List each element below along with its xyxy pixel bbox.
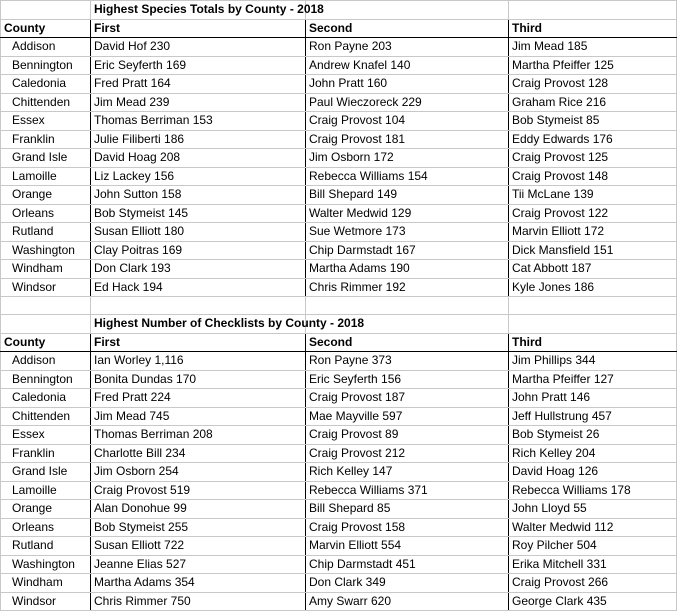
entry-cell[interactable]: Martha Pfeiffer 125 [509, 56, 677, 75]
entry-cell[interactable]: Sue Wetmore 173 [306, 223, 509, 242]
table-title-row [1, 1, 677, 20]
table-row [1, 463, 677, 482]
entry-cell[interactable]: Craig Provost 266 [509, 574, 677, 593]
entry-cell[interactable]: Rich Kelley 204 [509, 444, 677, 463]
entry-cell[interactable]: Chip Darmstadt 167 [306, 241, 509, 260]
entry-cell[interactable]: Bob Stymeist 85 [509, 112, 677, 131]
entry-cell[interactable]: Martha Adams 354 [91, 574, 306, 593]
empty-cell[interactable] [1, 1, 91, 20]
entry-cell[interactable]: Ron Payne 373 [306, 352, 509, 371]
table-row [1, 555, 677, 574]
entry-cell[interactable]: Thomas Berriman 208 [91, 426, 306, 445]
empty-cell[interactable] [306, 1, 509, 20]
entry-cell[interactable]: Clay Poitras 169 [91, 241, 306, 260]
entry-cell[interactable]: Rebecca Williams 371 [306, 481, 509, 500]
entry-cell[interactable]: Martha Adams 190 [306, 260, 509, 279]
entry-cell[interactable]: Alan Donohue 99 [91, 500, 306, 519]
table-row [1, 518, 677, 537]
table-row [1, 407, 677, 426]
county-cell[interactable]: Addison [1, 352, 91, 371]
county-cell[interactable]: Windham [1, 260, 91, 279]
column-header-third[interactable]: Third [509, 19, 677, 38]
column-header-second[interactable]: Second [306, 333, 509, 352]
entry-cell[interactable]: Eddy Edwards 176 [509, 130, 677, 149]
entry-cell[interactable]: Rebecca Williams 154 [306, 167, 509, 186]
county-cell[interactable]: Bennington [1, 56, 91, 75]
entry-cell[interactable]: Don Clark 193 [91, 260, 306, 279]
entry-cell[interactable]: Susan Elliott 722 [91, 537, 306, 556]
table-row [1, 278, 677, 297]
table-row [1, 130, 677, 149]
table-row [1, 241, 677, 260]
entry-cell[interactable]: Bill Shepard 85 [306, 500, 509, 519]
county-cell[interactable]: Rutland [1, 537, 91, 556]
entry-cell[interactable]: Don Clark 349 [306, 574, 509, 593]
entry-cell[interactable]: Eric Seyferth 169 [91, 56, 306, 75]
entry-cell[interactable]: Rebecca Williams 178 [509, 481, 677, 500]
entry-cell[interactable]: Rich Kelley 147 [306, 463, 509, 482]
county-cell[interactable]: Windsor [1, 278, 91, 297]
entry-cell[interactable]: Kyle Jones 186 [509, 278, 677, 297]
table-row [1, 260, 677, 279]
county-cell[interactable]: Lamoille [1, 481, 91, 500]
county-cell[interactable]: Grand Isle [1, 149, 91, 168]
entry-cell[interactable]: Tii McLane 139 [509, 186, 677, 205]
entry-cell[interactable]: Erika Mitchell 331 [509, 555, 677, 574]
table-row [1, 186, 677, 205]
entry-cell[interactable]: Walter Medwid 129 [306, 204, 509, 223]
county-cell[interactable]: Washington [1, 241, 91, 260]
table-row [1, 38, 677, 57]
county-cell[interactable]: Caledonia [1, 75, 91, 94]
empty-cell[interactable] [1, 315, 91, 334]
entry-cell[interactable]: Bob Stymeist 145 [91, 204, 306, 223]
county-cell[interactable]: Bennington [1, 370, 91, 389]
county-cell[interactable]: Orleans [1, 204, 91, 223]
table-row [1, 444, 677, 463]
county-cell[interactable]: Windsor [1, 592, 91, 611]
entry-cell[interactable]: Julie Filiberti 186 [91, 130, 306, 149]
county-cell[interactable]: Windham [1, 574, 91, 593]
entry-cell[interactable]: John Pratt 160 [306, 75, 509, 94]
entry-cell[interactable]: David Hoag 126 [509, 463, 677, 482]
table-row [1, 112, 677, 131]
county-cell[interactable]: Essex [1, 426, 91, 445]
table-row [1, 75, 677, 94]
entry-cell[interactable]: Marvin Elliott 172 [509, 223, 677, 242]
column-header-first[interactable]: First [91, 333, 306, 352]
header-row [1, 19, 677, 38]
county-cell[interactable]: Caledonia [1, 389, 91, 408]
entry-cell[interactable]: Craig Provost 148 [509, 167, 677, 186]
county-cell[interactable]: Lamoille [1, 167, 91, 186]
entry-cell[interactable]: Martha Pfeiffer 127 [509, 370, 677, 389]
entry-cell[interactable]: Bob Stymeist 255 [91, 518, 306, 537]
empty-cell[interactable] [509, 1, 677, 20]
entry-cell[interactable]: Graham Rice 216 [509, 93, 677, 112]
header-row [1, 333, 677, 352]
entry-cell[interactable]: Fred Pratt 224 [91, 389, 306, 408]
entry-cell[interactable]: David Hof 230 [91, 38, 306, 57]
entry-cell[interactable]: Ian Worley 1,116 [91, 352, 306, 371]
county-cell[interactable]: Grand Isle [1, 463, 91, 482]
entry-cell[interactable]: Jim Osborn 172 [306, 149, 509, 168]
table-row [1, 574, 677, 593]
table-row [1, 537, 677, 556]
entry-cell[interactable]: George Clark 435 [509, 592, 677, 611]
entry-cell[interactable]: Andrew Knafel 140 [306, 56, 509, 75]
entry-cell[interactable]: John Pratt 146 [509, 389, 677, 408]
entry-cell[interactable]: Mae Mayville 597 [306, 407, 509, 426]
table-title[interactable]: Highest Species Totals by County - 2018 [91, 1, 306, 20]
entry-cell[interactable]: Craig Provost 125 [509, 149, 677, 168]
entry-cell[interactable]: Jim Mead 745 [91, 407, 306, 426]
entry-cell[interactable]: Jim Phillips 344 [509, 352, 677, 371]
entry-cell[interactable]: Craig Provost 519 [91, 481, 306, 500]
table-row [1, 56, 677, 75]
table-title-row [1, 315, 677, 334]
empty-cell[interactable] [306, 297, 509, 315]
county-cell[interactable]: Washington [1, 555, 91, 574]
entry-cell[interactable]: Susan Elliott 180 [91, 223, 306, 242]
table-row [1, 167, 677, 186]
entry-cell[interactable]: Craig Provost 181 [306, 130, 509, 149]
county-cell[interactable]: Orange [1, 500, 91, 519]
county-cell[interactable]: Rutland [1, 223, 91, 242]
county-cell[interactable]: Orange [1, 186, 91, 205]
entry-cell[interactable]: Thomas Berriman 153 [91, 112, 306, 131]
entry-cell[interactable]: Craig Provost 128 [509, 75, 677, 94]
entry-cell[interactable]: Bill Shepard 149 [306, 186, 509, 205]
table-row [1, 481, 677, 500]
entry-cell[interactable]: Amy Swarr 620 [306, 592, 509, 611]
column-header-county[interactable]: County [1, 19, 91, 38]
entry-cell[interactable]: Jeanne Elias 527 [91, 555, 306, 574]
table-row [1, 389, 677, 408]
entry-cell[interactable]: Bonita Dundas 170 [91, 370, 306, 389]
empty-cell[interactable] [1, 297, 91, 315]
column-header-county[interactable]: County [1, 333, 91, 352]
entry-cell[interactable]: Jeff Hullstrung 457 [509, 407, 677, 426]
empty-cell[interactable] [91, 297, 306, 315]
entry-cell[interactable]: Fred Pratt 164 [91, 75, 306, 94]
entry-cell[interactable]: Paul Wieczoreck 229 [306, 93, 509, 112]
table-row [1, 500, 677, 519]
county-cell[interactable]: Addison [1, 38, 91, 57]
entry-cell[interactable]: Craig Provost 122 [509, 204, 677, 223]
table-row [1, 352, 677, 371]
entry-cell[interactable]: Chip Darmstadt 451 [306, 555, 509, 574]
table-row [1, 426, 677, 445]
entry-cell[interactable]: Charlotte Bill 234 [91, 444, 306, 463]
entry-cell[interactable]: Liz Lackey 156 [91, 167, 306, 186]
entry-cell[interactable]: Craig Provost 89 [306, 426, 509, 445]
table-row [1, 93, 677, 112]
entry-cell[interactable]: Jim Mead 239 [91, 93, 306, 112]
table-row [1, 223, 677, 242]
empty-cell[interactable] [509, 297, 677, 315]
entry-cell[interactable]: Jim Osborn 254 [91, 463, 306, 482]
entry-cell[interactable]: Roy Pilcher 504 [509, 537, 677, 556]
entry-cell[interactable]: John Lloyd 55 [509, 500, 677, 519]
county-cell[interactable]: Chittenden [1, 93, 91, 112]
county-cell[interactable]: Chittenden [1, 407, 91, 426]
entry-cell[interactable]: Craig Provost 104 [306, 112, 509, 131]
column-header-third[interactable]: Third [509, 333, 677, 352]
table-row [1, 370, 677, 389]
column-header-first[interactable]: First [91, 19, 306, 38]
entry-cell[interactable]: Bob Stymeist 26 [509, 426, 677, 445]
entry-cell[interactable]: Cat Abbott 187 [509, 260, 677, 279]
entry-cell[interactable]: Craig Provost 212 [306, 444, 509, 463]
entry-cell[interactable]: John Sutton 158 [91, 186, 306, 205]
table-title[interactable]: Highest Number of Checklists by County - 2018 [91, 315, 306, 334]
empty-cell[interactable] [509, 315, 677, 334]
spacer-row [1, 297, 677, 315]
column-header-second[interactable]: Second [306, 19, 509, 38]
entry-cell[interactable]: Jim Mead 185 [509, 38, 677, 57]
table-row [1, 592, 677, 611]
county-cell[interactable]: Orleans [1, 518, 91, 537]
entry-cell[interactable]: Chris Rimmer 192 [306, 278, 509, 297]
entry-cell[interactable]: David Hoag 208 [91, 149, 306, 168]
entry-cell[interactable]: Eric Seyferth 156 [306, 370, 509, 389]
table-row [1, 149, 677, 168]
county-cell[interactable]: Franklin [1, 130, 91, 149]
entry-cell[interactable]: Chris Rimmer 750 [91, 592, 306, 611]
table-row [1, 204, 677, 223]
entry-cell[interactable]: Walter Medwid 112 [509, 518, 677, 537]
entry-cell[interactable]: Dick Mansfield 151 [509, 241, 677, 260]
county-cell[interactable]: Essex [1, 112, 91, 131]
entry-cell[interactable]: Ed Hack 194 [91, 278, 306, 297]
entry-cell[interactable]: Craig Provost 187 [306, 389, 509, 408]
entry-cell[interactable]: Marvin Elliott 554 [306, 537, 509, 556]
county-cell[interactable]: Franklin [1, 444, 91, 463]
entry-cell[interactable]: Craig Provost 158 [306, 518, 509, 537]
entry-cell[interactable]: Ron Payne 203 [306, 38, 509, 57]
